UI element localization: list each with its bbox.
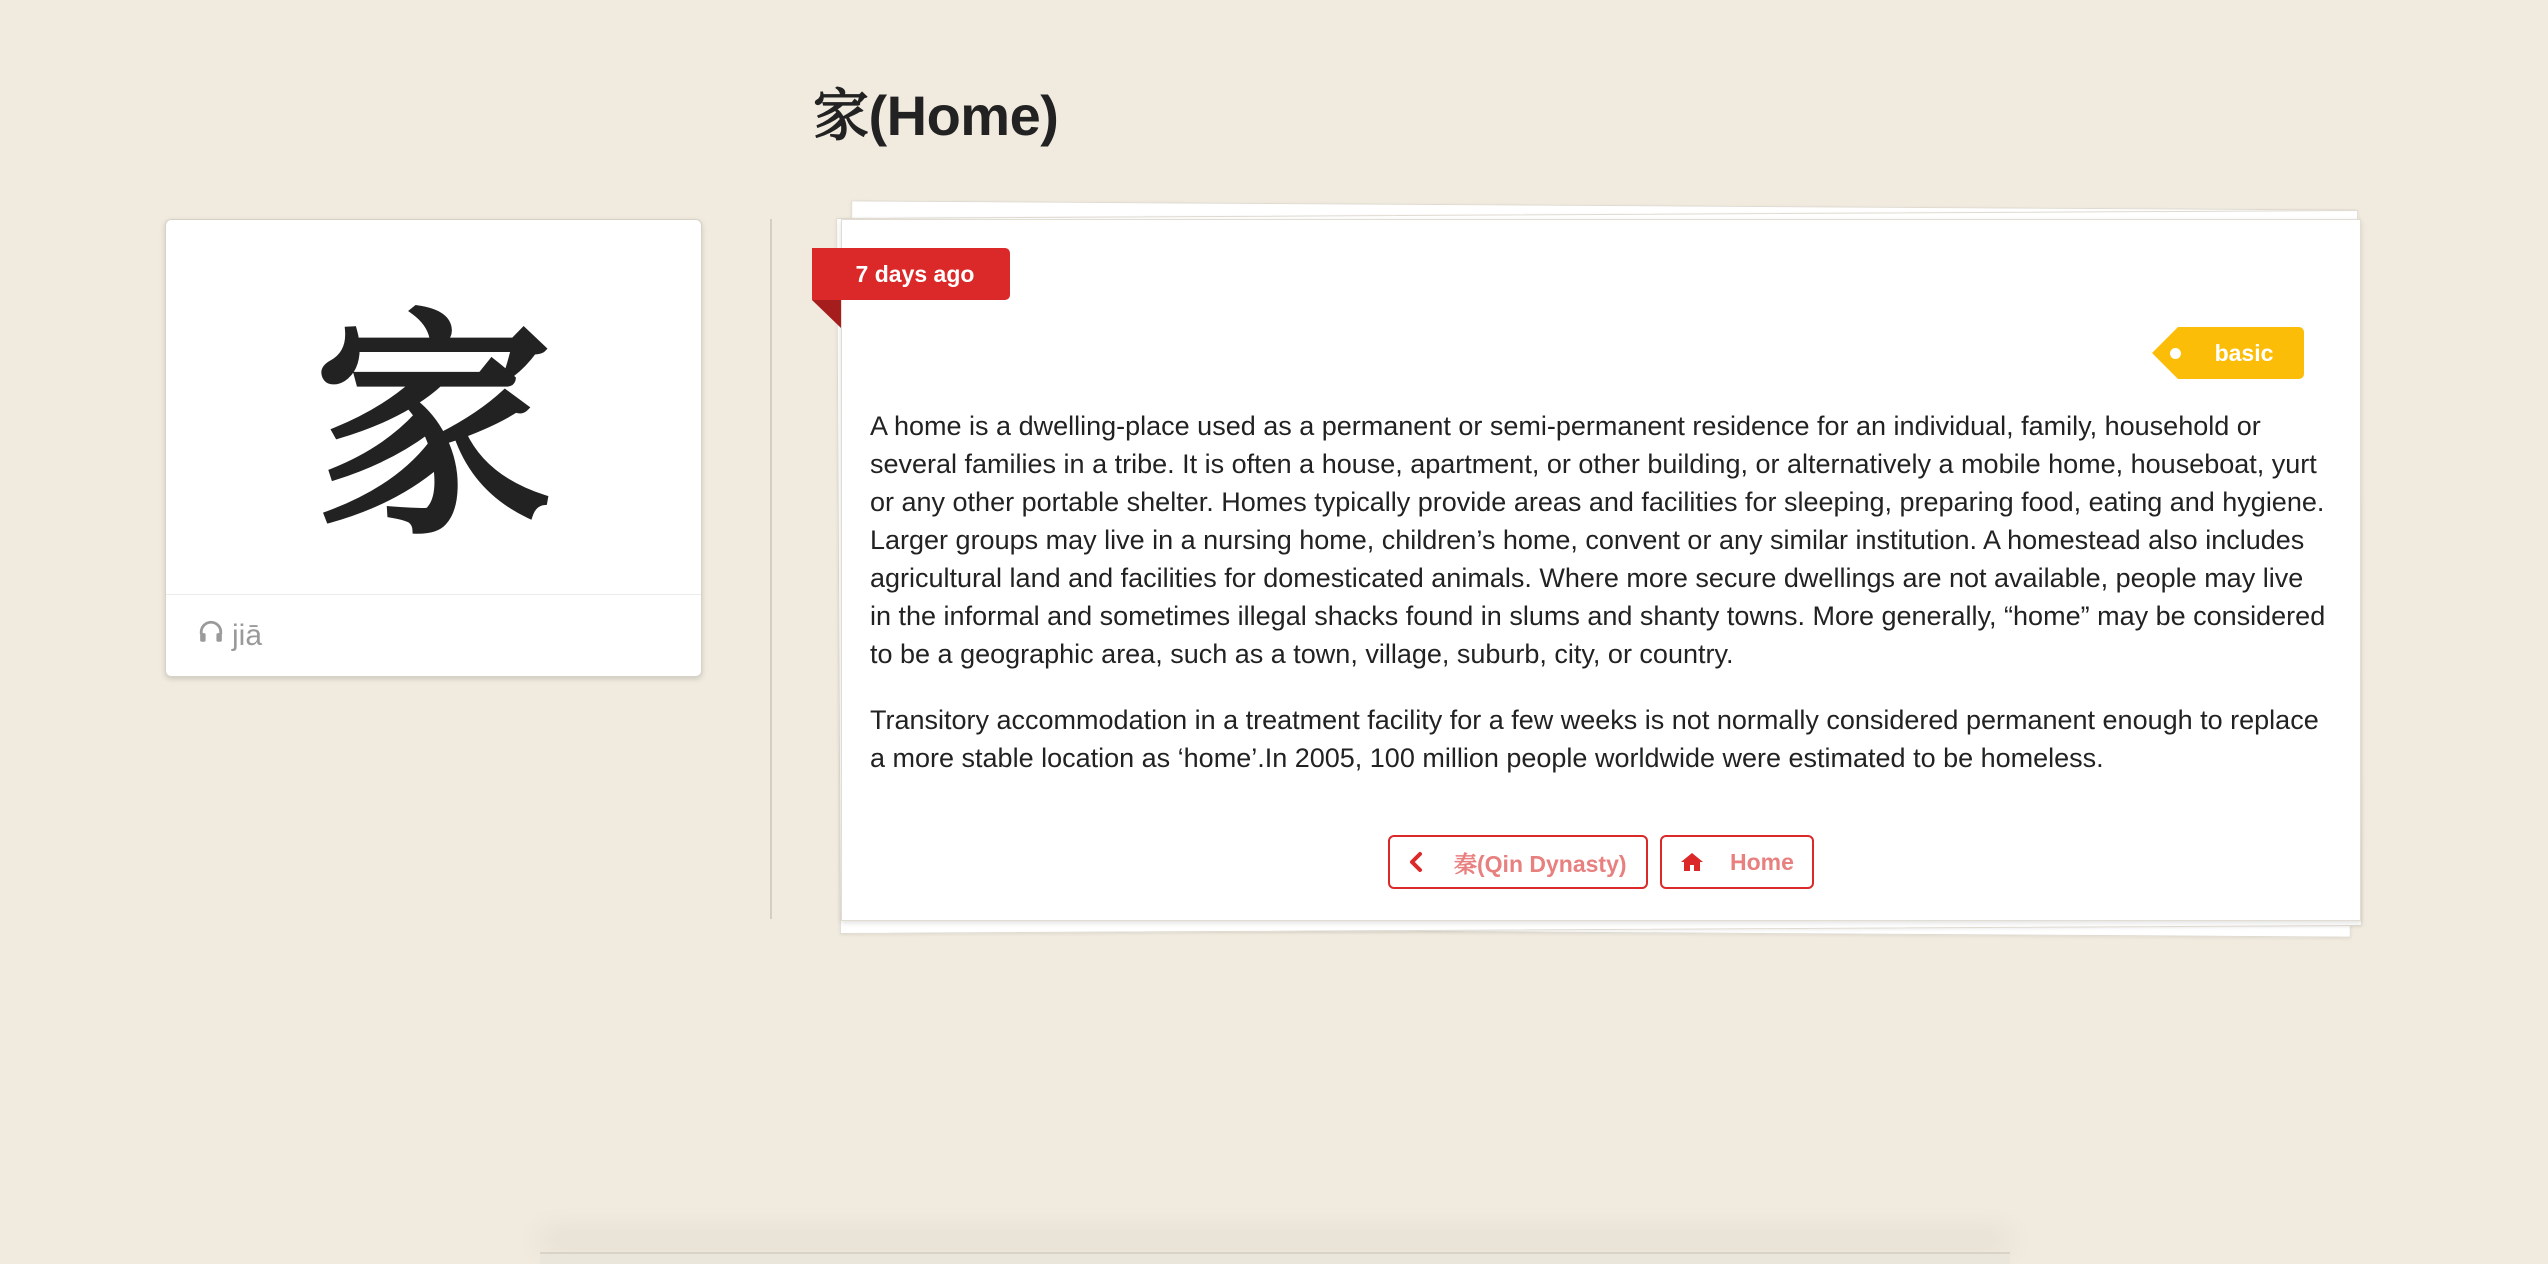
column-divider — [770, 219, 772, 919]
ribbon-fold — [812, 300, 841, 328]
previous-entry-label: 秦(Qin Dynasty) — [1454, 850, 1627, 877]
entry-paragraph: A home is a dwelling-place used as a permanent or semi-permanent residence for an individual, family, household or several families in a tribe. It is often a house, apartment, or other building, or alternatively a mobile home, houseboat, yurt or any other portable shelter. Homes typically provide areas and facilities for sleeping, preparing food, eating and hygiene. Larger groups may live in a nursing home, children’s home, convent or any similar institution. A homestead also includes agricultural land and facilities for domesticated animals. Where more secure dwellings are not available, people may live in the informal and sometimes illegal shacks found in slums and shanty towns. More generally, “home” may be considered to be a geographic area, such as a town, village, suburb, city, or country. — [870, 411, 2326, 669]
previous-entry-button[interactable] — [1388, 835, 1648, 889]
tag-hole-icon — [2170, 348, 2181, 359]
entry-content — [870, 407, 2330, 805]
tag-label: basic — [2178, 327, 2304, 379]
home-label: Home — [1730, 848, 1794, 875]
home-button[interactable] — [1660, 835, 1814, 889]
character-card — [165, 219, 702, 677]
home-icon — [1680, 851, 1704, 873]
page-title: 家(Home) — [813, 84, 1059, 147]
entry-paragraph: Transitory accommodation in a treatment facility for a few weeks is not normally considered permanent enough to replace a more stable location as ‘home’.In 2005, 100 million people worldwide were estimated to be homeless. — [870, 705, 2319, 773]
pronunciation-row[interactable] — [166, 594, 701, 676]
bottom-panel-edge — [540, 1252, 2010, 1264]
pinyin-label: jiā — [232, 618, 263, 652]
character-glyph: 家 — [313, 285, 554, 568]
date-ribbon: 7 days ago — [812, 248, 1010, 300]
chevron-left-icon — [1408, 851, 1424, 873]
headphones-icon[interactable] — [198, 619, 232, 653]
